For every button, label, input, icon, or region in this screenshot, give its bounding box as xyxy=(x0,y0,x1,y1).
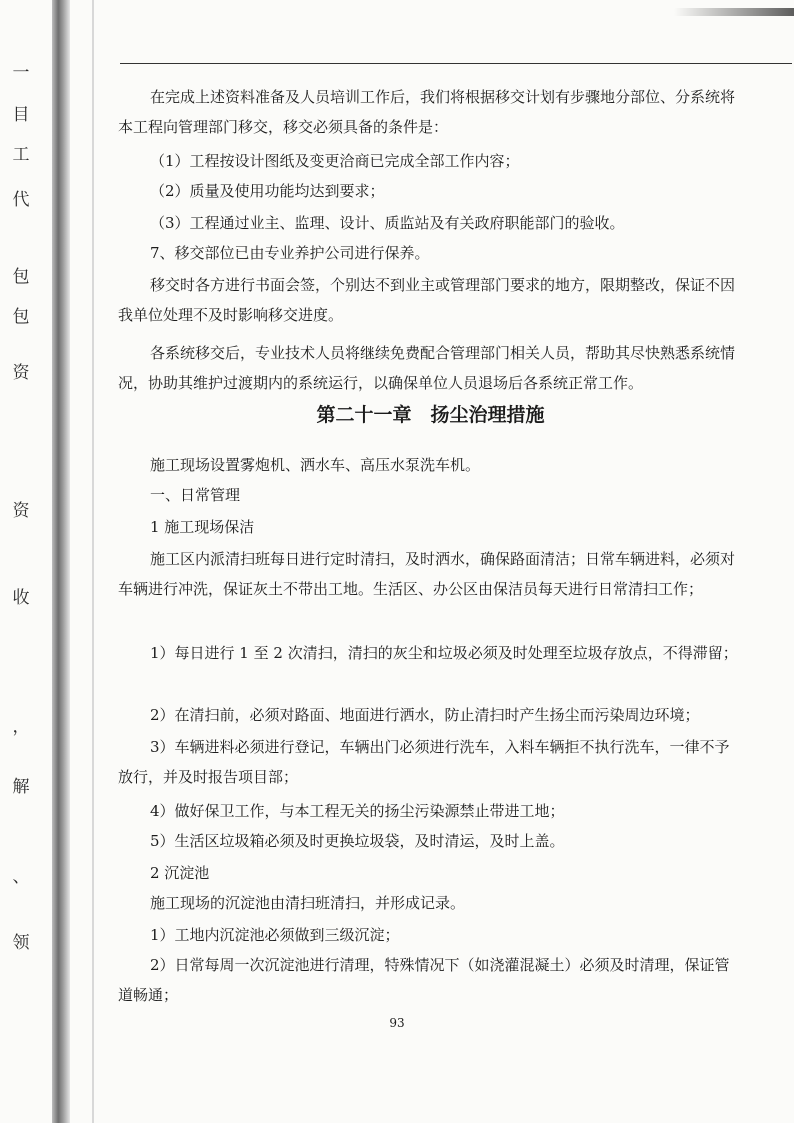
subsection-heading-cleaning: 1 施工现场保洁 xyxy=(150,518,255,536)
list-item-cleaning-1: 1）每日进行 1 至 2 次清扫，清扫的灰尘和垃圾必须及时处理至垃圾存放点，不得滞留； xyxy=(150,644,738,662)
list-item-cleaning-5: 5）生活区垃圾箱必须及时更换垃圾袋，及时清运，及时上盖。 xyxy=(150,832,565,850)
list-item-cleaning-4: 4）做好保卫工作，与本工程无关的扬尘污染源禁止带进工地； xyxy=(150,802,565,820)
margin-char: 收 xyxy=(12,588,30,608)
subsection-heading-sediment: 2 沉淀池 xyxy=(150,864,210,882)
margin-char: ， xyxy=(12,717,30,737)
list-item-sediment-2: 2）日常每周一次沉淀池进行清理，特殊情况下（如浇灌混凝土）必须及时清理，保证管道畅通； xyxy=(118,956,730,1004)
margin-char: 代 xyxy=(12,190,30,210)
paragraph-condition-3: （3）工程通过业主、监理、设计、质监站及有关政府职能部门的验收。 xyxy=(150,214,625,232)
binding-shadow xyxy=(52,0,70,1123)
list-item-sediment-1: 1）工地内沉淀池必须做到三级沉淀； xyxy=(150,926,400,944)
margin-char: 包 xyxy=(12,267,30,287)
margin-char: 工 xyxy=(12,145,30,165)
margin-char: 资 xyxy=(12,363,30,383)
chapter-title: 第二十一章 扬尘治理措施 xyxy=(316,404,545,426)
margin-char: 解 xyxy=(12,777,30,797)
paragraph-equipment: 施工现场设置雾炮机、洒水车、高压水泵洗车机。 xyxy=(150,456,481,474)
paragraph-after-handover: 各系统移交后，专业技术人员将继续免费配合管理部门相关人员，帮助其尽快熟悉系统情况，协助其维护过渡期内的系统运行，以确保单位人员退场后各系统正常工作。 xyxy=(118,344,736,392)
list-item-cleaning-2: 2）在清扫前，必须对路面、地面进行洒水，防止清扫时产生扬尘而污染周边环境； xyxy=(150,706,700,724)
paragraph-signoff: 移交时各方进行书面会签，个别达不到业主或管理部门要求的地方，限期整改，保证不因我单位处理不及时影响移交进度。 xyxy=(118,276,736,324)
paragraph-handover-intro: 在完成上述资料准备及人员培训工作后，我们将根据移交计划有步骤地分部位、分系统将本工程向管理部门移交，移交必须具备的条件是： xyxy=(118,88,736,136)
margin-char: 目 xyxy=(12,105,30,125)
paragraph-cleaning: 施工区内派清扫班每日进行定时清扫，及时洒水，确保路面清洁；日常车辆进料，必须对车辆进行冲洗，保证灰土不带出工地。生活区、办公区由保洁员每天进行日常清扫工作； xyxy=(118,550,736,598)
paragraph-sediment: 施工现场的沉淀池由清扫班清扫，并形成记录。 xyxy=(150,894,466,912)
margin-char: 资 xyxy=(12,501,30,521)
paragraph-condition-1: （1）工程按设计图纸及变更洽商已完成全部工作内容； xyxy=(150,152,520,170)
scan-smudge xyxy=(674,8,794,16)
binding-crease xyxy=(92,0,94,1123)
margin-char: 领 xyxy=(12,933,30,953)
section-heading-daily: 一、日常管理 xyxy=(150,486,241,504)
paragraph-item-7: 7、移交部位已由专业养护公司进行保养。 xyxy=(150,244,430,262)
margin-char: 包 xyxy=(12,307,30,327)
margin-char: 一 xyxy=(12,63,30,83)
paragraph-condition-2: （2）质量及使用功能均达到要求； xyxy=(150,182,385,200)
page-number: 93 xyxy=(389,1016,405,1030)
list-item-cleaning-3: 3）车辆进料必须进行登记，车辆出门必须进行洗车，入料车辆拒不执行洗车，一律不予放行，并及时报告项目部； xyxy=(118,738,730,786)
header-rule xyxy=(120,63,792,64)
margin-char: 、 xyxy=(12,867,30,887)
